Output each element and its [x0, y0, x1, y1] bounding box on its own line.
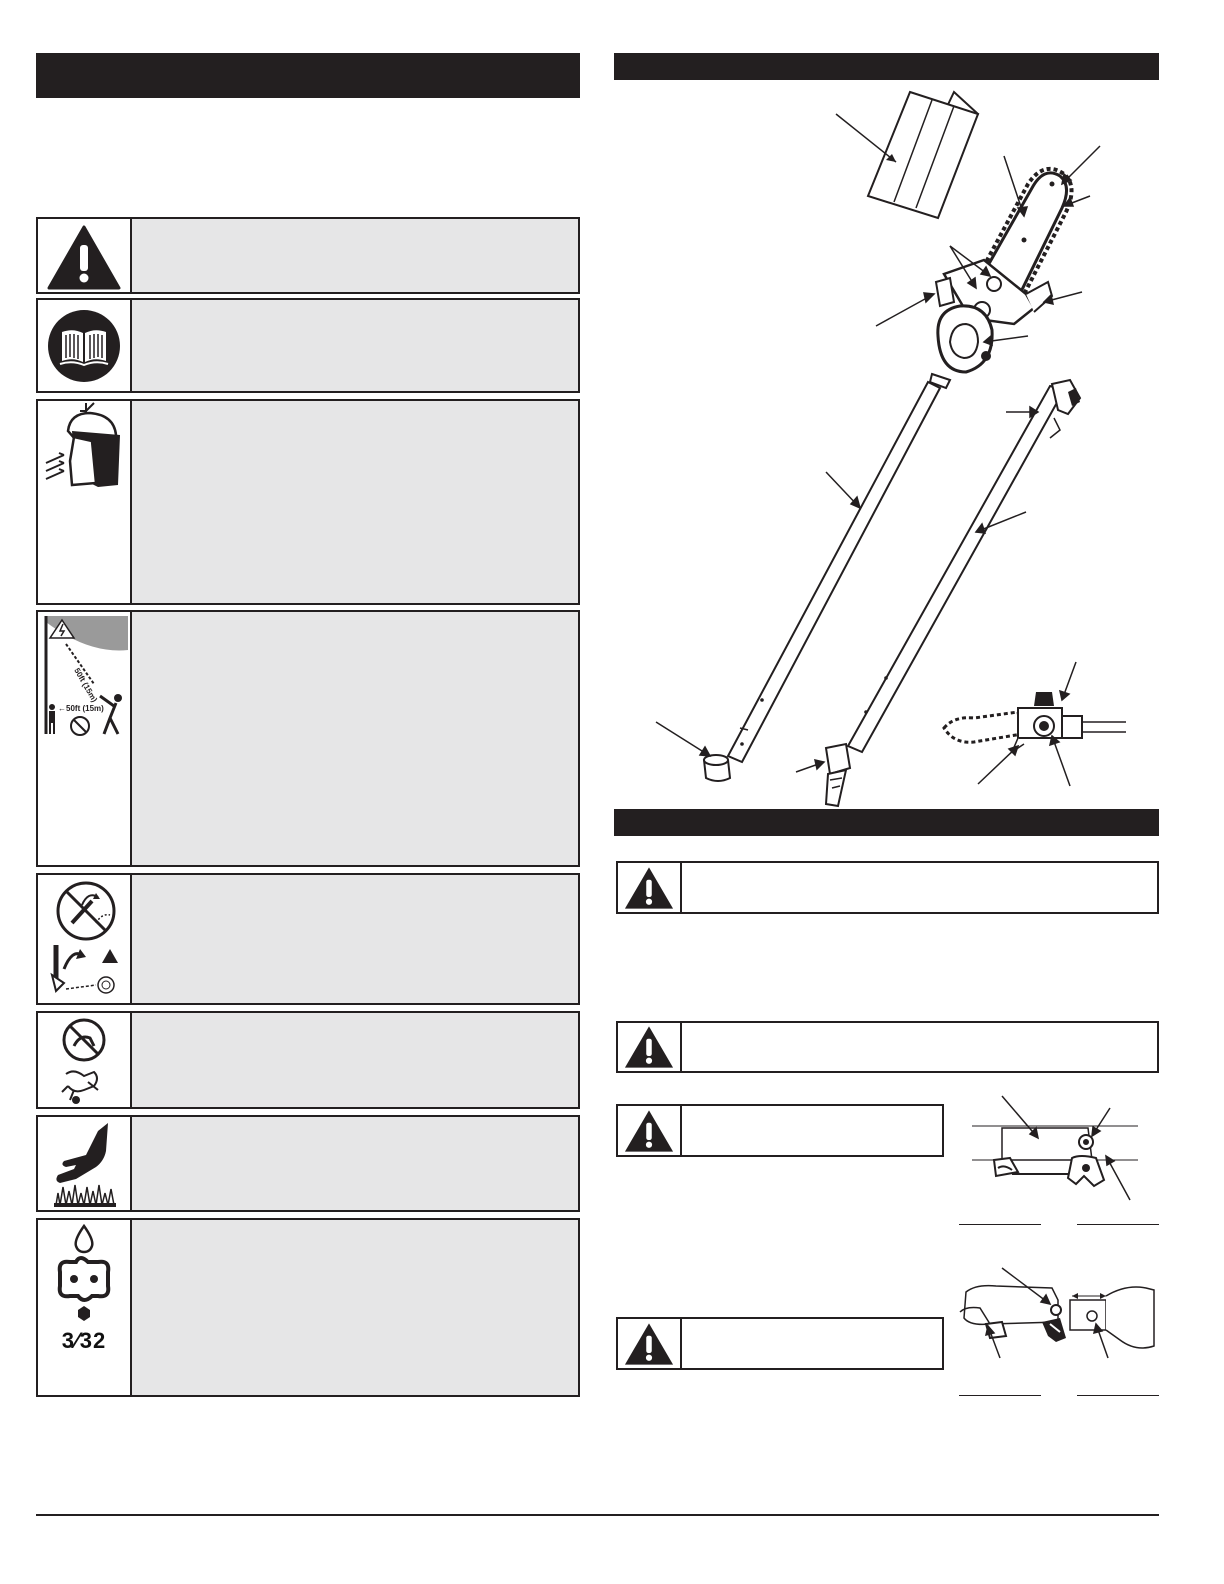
power-line-distance-upper: 50ft (15m) — [72, 666, 99, 704]
safety-icon-cell — [38, 1117, 132, 1210]
inset-saw-head-illustration — [944, 692, 1126, 752]
left-header-bar — [36, 53, 580, 98]
safety-icon-cell — [38, 1013, 132, 1107]
safety-row-hands — [36, 1011, 580, 1109]
safety-text — [132, 1117, 578, 1210]
caption-rule-left-2 — [959, 1395, 1041, 1396]
end-cap-illustration — [704, 755, 730, 781]
safety-text — [132, 612, 578, 865]
caption-rule-right-1 — [1077, 1224, 1159, 1225]
safety-text — [132, 219, 578, 292]
worker-figure — [100, 694, 122, 734]
keep-hands-away-icon — [54, 1016, 114, 1108]
oil-drop-chain-icon — [52, 1224, 116, 1322]
warning-box-3 — [616, 1104, 944, 1157]
safety-row-eye-protection — [36, 399, 580, 605]
safety-text — [132, 1220, 578, 1395]
warning-icon-cell — [618, 1106, 682, 1155]
bystander-figure — [49, 704, 55, 734]
bar-scabbard-illustration — [868, 92, 978, 220]
warning-icon-cell — [618, 1319, 682, 1368]
wear-gloves-icon — [46, 1121, 122, 1209]
upper-pole-illustration — [728, 382, 940, 762]
caption-rule-left-1 — [959, 1224, 1041, 1225]
power-line-distance-icon — [40, 614, 128, 740]
face-shield-icon — [42, 401, 126, 497]
warning-triangle-icon — [623, 1322, 675, 1366]
safety-icon-cell — [38, 401, 132, 603]
coupler-end-illustration — [826, 744, 850, 806]
warning-triangle-icon — [623, 866, 675, 910]
safety-icon-cell — [38, 875, 132, 1003]
warning-icon-cell — [618, 1023, 682, 1071]
safety-icon-cell — [38, 612, 132, 865]
footer-rule — [36, 1514, 1159, 1516]
pole-saw-parts-illustration — [614, 80, 1159, 810]
power-line-distance-lower: ←50ft (15m) — [58, 704, 104, 713]
safety-icon-cell — [38, 219, 132, 292]
coupler-figure-1 — [968, 1094, 1158, 1224]
safety-row-hot-surface — [36, 1115, 580, 1212]
safety-row-warning — [36, 217, 580, 294]
safety-row-kickback — [36, 873, 580, 1005]
kickback-icon — [42, 879, 126, 999]
chain-oil-icon — [52, 1224, 116, 1354]
safety-row-read-manual — [36, 298, 580, 393]
safety-row-power-lines — [36, 610, 580, 867]
warning-box-1 — [616, 861, 1159, 914]
safety-text — [132, 1013, 578, 1107]
warning-triangle-icon — [47, 225, 121, 291]
read-manual-icon — [46, 308, 122, 384]
warning-triangle-icon — [623, 1025, 675, 1069]
right-header-bar-middle — [614, 809, 1159, 836]
warning-box-2 — [616, 1021, 1159, 1073]
safety-icon-cell — [38, 1220, 132, 1395]
warning-triangle-icon — [623, 1109, 675, 1153]
safety-text — [132, 300, 578, 391]
safety-text — [132, 875, 578, 1003]
caption-rule-right-2 — [1077, 1395, 1159, 1396]
coupler-figure-2 — [956, 1266, 1156, 1376]
warning-icon-cell — [618, 863, 682, 912]
safety-text — [132, 401, 578, 603]
safety-row-chain-oil — [36, 1218, 580, 1397]
safety-icon-cell — [38, 300, 132, 391]
warning-box-4 — [616, 1317, 944, 1370]
right-header-bar-top — [614, 53, 1159, 80]
chain-file-size-label: 3⁄32 — [61, 1328, 107, 1353]
